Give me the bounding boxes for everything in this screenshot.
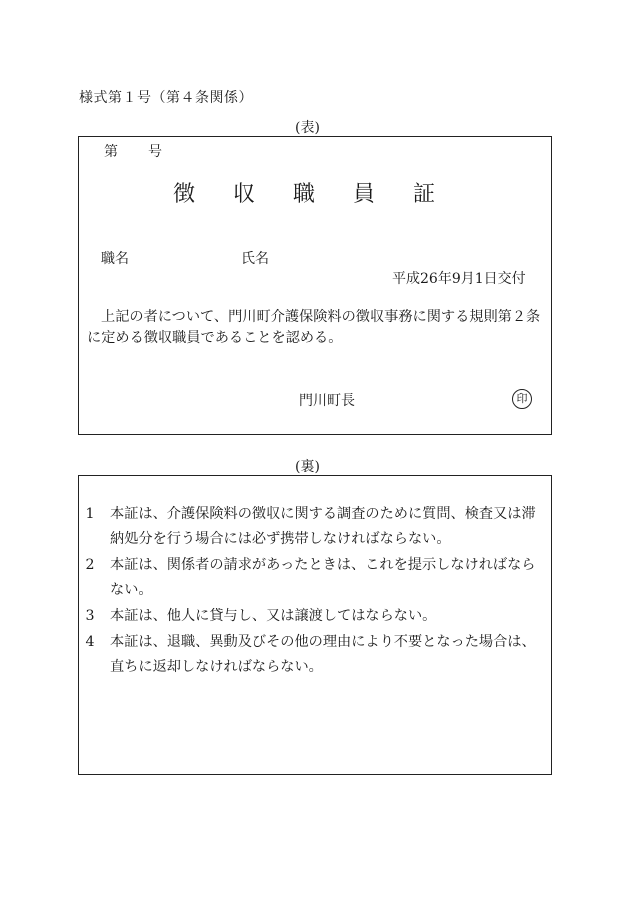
number-suffix: 号 bbox=[148, 144, 162, 160]
clause-item bbox=[83, 553, 547, 603]
clause-text: 本証は、退職、異動及びその他の理由により不要となった場合は、直ちに返却しなければならない。 bbox=[110, 634, 536, 675]
issuer-title: 門川町長 bbox=[299, 393, 355, 409]
issue-date: 平成26年9月1日交付 bbox=[392, 271, 526, 287]
clause-number: 4 bbox=[85, 634, 95, 650]
clause-number: 1 bbox=[85, 506, 95, 522]
post-label: 職名 bbox=[101, 251, 129, 267]
name-label: 氏名 bbox=[241, 251, 269, 267]
clause-text: 本証は、関係者の請求があったときは、これを提示しなければならない。 bbox=[110, 557, 536, 598]
card-title: 徴収職員証 bbox=[173, 182, 474, 207]
certification-statement: 上記の者について、門川町介護保険料の徴収事務に関する規則第２条に定める徴収職員であることを認める。 bbox=[87, 309, 541, 346]
form-number-label: 様式第１号（第４条関係） bbox=[79, 90, 253, 106]
clause-item bbox=[83, 630, 547, 680]
back-card bbox=[78, 475, 552, 775]
clause-number: 2 bbox=[85, 557, 95, 573]
clause-number: 3 bbox=[85, 608, 95, 624]
back-side-label: (裏) bbox=[295, 459, 320, 475]
clause-text: 本証は、介護保険料の徴収に関する調査のために質問、検査又は滞納処分を行う場合には必ず携帯しなければならない。 bbox=[110, 506, 536, 547]
front-side-label: (表) bbox=[295, 120, 320, 136]
clause-text: 本証は、他人に貸与し、又は譲渡してはならない。 bbox=[110, 608, 437, 624]
seal-mark: 印 bbox=[512, 389, 532, 409]
clause-list bbox=[83, 502, 547, 681]
number-prefix: 第 bbox=[104, 144, 118, 160]
clause-item bbox=[83, 502, 547, 552]
clause-item bbox=[83, 604, 547, 629]
front-card bbox=[78, 136, 552, 435]
